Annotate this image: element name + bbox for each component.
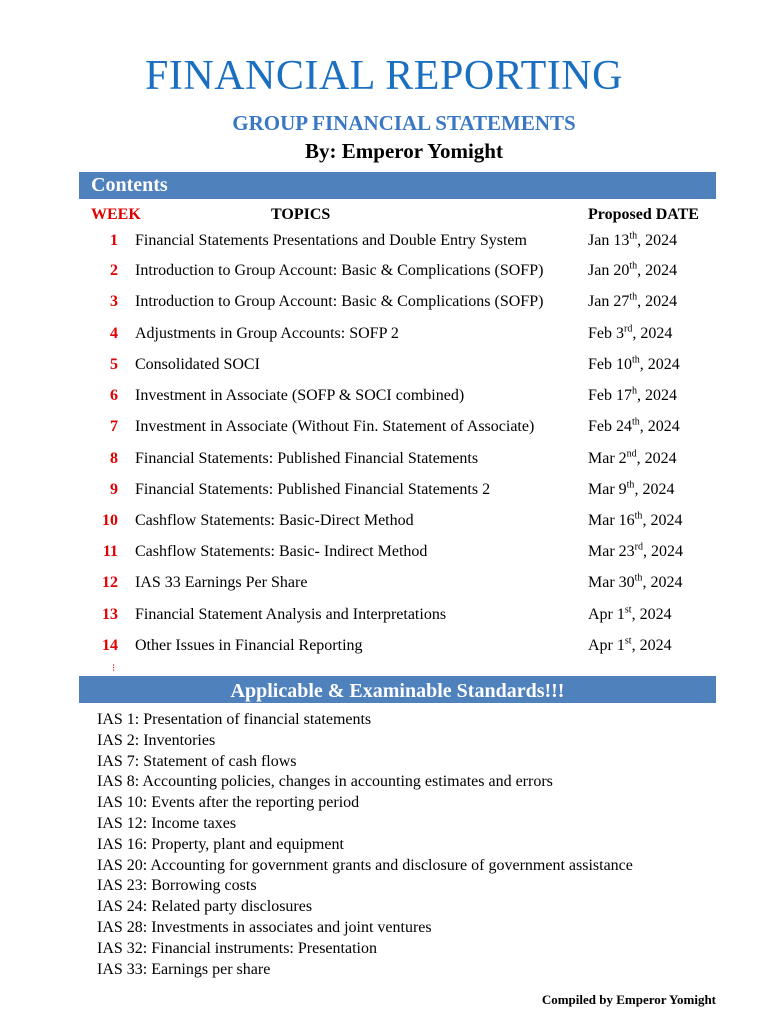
week-number: 5 xyxy=(110,356,118,373)
schedule-row xyxy=(0,232,768,254)
week-number: 2 xyxy=(110,262,118,279)
proposed-date: Mar 30th, 2024 xyxy=(588,572,683,591)
standards-header-bar: Applicable & Examinable Standards!!! xyxy=(79,676,716,703)
week-number: 14 xyxy=(102,637,118,654)
topic-text: Investment in Associate (SOFP & SOCI combined) xyxy=(135,387,465,404)
schedule-row xyxy=(0,574,768,596)
standard-item: IAS 12: Income taxes xyxy=(97,814,237,832)
standard-item: IAS 1: Presentation of financial statements xyxy=(97,711,372,728)
week-column-header: WEEK xyxy=(91,206,141,223)
standard-item: IAS 33: Earnings per share xyxy=(97,960,271,978)
schedule-row xyxy=(0,481,768,503)
standard-item: IAS 7: Statement of cash flows xyxy=(97,752,297,770)
decorative-mark: ⁝ xyxy=(112,663,116,674)
schedule-row xyxy=(0,512,768,534)
week-number: 8 xyxy=(110,450,118,467)
proposed-date: Jan 27th, 2024 xyxy=(588,291,678,310)
week-number: 11 xyxy=(102,543,118,560)
schedule-row xyxy=(0,356,768,378)
standard-item: IAS 28: Investments in associates and joint ventures xyxy=(97,918,432,936)
contents-header-bar: Contents xyxy=(79,172,716,199)
proposed-date: Mar 9th, 2024 xyxy=(588,479,675,498)
standard-item: IAS 24: Related party disclosures xyxy=(97,898,313,916)
proposed-date: Jan 20th, 2024 xyxy=(588,260,678,279)
week-number: 1 xyxy=(110,232,118,249)
document-subtitle: GROUP FINANCIAL STATEMENTS xyxy=(232,111,576,135)
compiled-by-footer: Compiled by Emperor Yomight xyxy=(541,992,716,1007)
proposed-date: Apr 1st, 2024 xyxy=(588,604,672,623)
topic-text: Investment in Associate (Without Fin. Statement of Associate) xyxy=(135,418,535,435)
topic-text: Financial Statement Analysis and Interpretations xyxy=(135,606,447,623)
topic-text: Introduction to Group Account: Basic & Complications (SOFP) xyxy=(135,293,544,310)
week-number: 10 xyxy=(102,512,118,529)
week-number: 3 xyxy=(110,293,118,310)
topic-text: Cashflow Statements: Basic-Direct Method xyxy=(135,512,414,529)
week-number: 4 xyxy=(110,325,118,342)
standard-item: IAS 8: Accounting policies, changes in accounting estimates and errors xyxy=(97,773,553,791)
topic-text: Introduction to Group Account: Basic & Complications (SOFP) xyxy=(135,262,544,279)
proposed-date: Jan 13th, 2024 xyxy=(588,230,678,249)
schedule-row xyxy=(0,325,768,347)
proposed-date: Mar 16th, 2024 xyxy=(588,510,683,529)
schedule-row xyxy=(0,606,768,628)
document-title: FINANCIAL REPORTING xyxy=(145,53,623,99)
proposed-date: Apr 1st, 2024 xyxy=(588,635,672,654)
schedule-row xyxy=(0,387,768,409)
topic-text: Cashflow Statements: Basic- Indirect Method xyxy=(135,543,428,560)
topic-text: Other Issues in Financial Reporting xyxy=(135,637,363,654)
standard-item: IAS 16: Property, plant and equipment xyxy=(97,835,344,853)
standard-item: IAS 32: Financial instruments: Presentation xyxy=(97,939,377,957)
week-number: 6 xyxy=(110,387,118,404)
proposed-date: Feb 24th, 2024 xyxy=(588,416,680,435)
proposed-date: Feb 10th, 2024 xyxy=(588,354,680,373)
proposed-date: Mar 23rd, 2024 xyxy=(588,541,683,560)
topic-text: Financial Statements Presentations and Double Entry System xyxy=(135,232,527,249)
standard-item: IAS 2: Inventories xyxy=(97,731,216,749)
schedule-row xyxy=(0,637,768,659)
schedule-row xyxy=(0,418,768,440)
proposed-date: Feb 3rd, 2024 xyxy=(588,323,673,342)
topic-text: IAS 33 Earnings Per Share xyxy=(135,574,308,591)
schedule-row xyxy=(0,262,768,284)
week-number: 9 xyxy=(110,481,118,498)
week-number: 7 xyxy=(110,418,118,435)
week-number: 12 xyxy=(102,574,118,591)
topic-text: Financial Statements: Published Financial Statements xyxy=(135,450,479,467)
topic-text: Financial Statements: Published Financial Statements 2 xyxy=(135,481,491,498)
topic-text: Consolidated SOCI xyxy=(135,356,260,373)
standard-item: IAS 20: Accounting for government grants and disclosure of government assistance xyxy=(97,856,633,874)
proposed-date: Mar 2nd, 2024 xyxy=(588,448,677,467)
date-column-header: Proposed DATE xyxy=(588,206,699,223)
author-line: By: Emperor Yomight xyxy=(305,139,503,163)
week-number: 13 xyxy=(102,606,118,623)
standard-item: IAS 10: Events after the reporting period xyxy=(97,794,360,812)
topics-column-header: TOPICS xyxy=(271,206,331,223)
topic-text: Adjustments in Group Accounts: SOFP 2 xyxy=(135,325,399,342)
schedule-row xyxy=(0,450,768,472)
proposed-date: Feb 17$^h$, 2024 xyxy=(588,385,677,404)
standard-item: IAS 23: Borrowing costs xyxy=(97,877,257,895)
standards-list xyxy=(97,710,633,980)
schedule-row xyxy=(0,543,768,565)
schedule-row xyxy=(0,293,768,315)
